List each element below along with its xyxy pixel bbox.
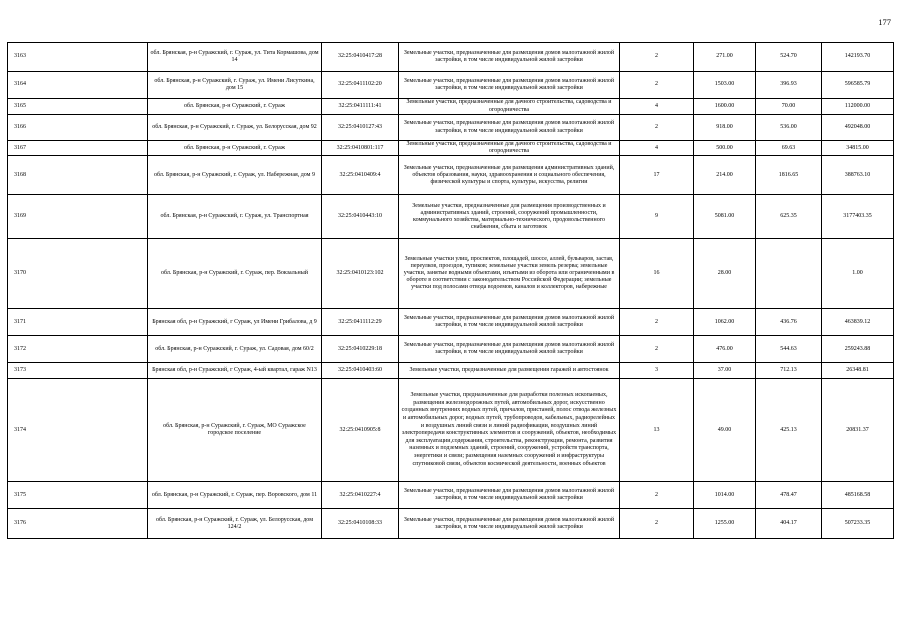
address-cell: обл. Брянская, р-н Суражский, г. Сураж, ул. Садовая, дом 60/2 [148,336,322,363]
table-row [8,156,894,195]
table-row [8,195,894,239]
cadastral-number-cell: 32:25:0410801:117 [322,141,399,156]
row-number-cell: 3165 [8,99,148,115]
specific-value-cell: 1816.65 [756,156,822,195]
area-cell: 28.00 [694,239,756,309]
address-cell: обл. Брянская, р-н Суражский, г. Сураж, пер. Вокзальный [148,239,322,309]
cadastral-value-cell: 259243.88 [822,336,894,363]
cadastral-value-cell: 34815.00 [822,141,894,156]
use-group-cell: 13 [620,379,694,482]
table-row [8,363,894,379]
area-cell: 271.00 [694,43,756,72]
area-cell: 918.00 [694,115,756,141]
cadastral-value-cell: 388763.10 [822,156,894,195]
area-cell: 1503.00 [694,72,756,99]
address-cell: Брянская обл, р-н Суражский, г Сураж, ул Имени Грибалова, д 9 [148,309,322,336]
address-cell: обл. Брянская, р-н Суражский, г. Сураж [148,141,322,156]
use-group-cell: 16 [620,239,694,309]
address-cell: обл. Брянская, р-н Суражский, г. Сураж, ул. Транспортная [148,195,322,239]
table-row [8,509,894,539]
area-cell: 1600.00 [694,99,756,115]
cadastral-number-cell: 32:25:0410229:18 [322,336,399,363]
specific-value-cell: 69.63 [756,141,822,156]
cadastral-value-cell: 492048.00 [822,115,894,141]
specific-value-cell: 478.47 [756,482,822,509]
cadastral-number-cell: 32:25:0411102:20 [322,72,399,99]
land-use-cell: Земельные участки, предназначенные для дачного строительства, садоводства и огородничества [399,99,620,115]
use-group-cell: 2 [620,509,694,539]
address-cell: обл. Брянская, р-н Суражский, г. Сураж, ул. Белорусская, дом 124/2 [148,509,322,539]
row-number-cell: 3175 [8,482,148,509]
cadastral-value-cell: 26348.81 [822,363,894,379]
land-use-cell: Земельные участки, предназначенные для размещения домов малоэтажной жилой застройки, в том числе индивидуальной жилой застройки [399,72,620,99]
use-group-cell: 17 [620,156,694,195]
row-number-cell: 3169 [8,195,148,239]
area-cell: 49.00 [694,379,756,482]
cadastral-number-cell: 32:25:0410417:28 [322,43,399,72]
area-cell: 5081.00 [694,195,756,239]
table-row [8,141,894,156]
land-use-cell: Земельные участки, предназначенные для разработки полезных ископаемых, размещения железнодорожных путей, автомобильных дорог, искусственно созданных внутренних водных путей, причалов, пристаней, полос отвода железных и автомобильных дорог, водных путей, трубопроводов, кабельных, радиорелейных и воздушных линий связи и линий радиофикации, воздушных линий электропередачи конструктивных элементов и сооружений, объектов, необходимых для эксплуатации,содержания, строительства, реконструкции, ремонта, развития наземных и подземных зданий, строений, сооружений, устройств транспорта, энергетики и связи; размещения наземных сооружений и инфраструктуры спутниковой связи, объектов космической деятельности, военных объектов [399,379,620,482]
row-number-cell: 3168 [8,156,148,195]
address-cell: обл. Брянская, р-н Суражский, г. Сураж, ул. Белорусская, дом 92 [148,115,322,141]
table-row [8,43,894,72]
specific-value-cell: 712.13 [756,363,822,379]
page-number: 177 [878,17,891,27]
cadastral-number-cell: 32:25:0410227:4 [322,482,399,509]
area-cell: 1014.00 [694,482,756,509]
row-number-cell: 3167 [8,141,148,156]
row-number-cell: 3174 [8,379,148,482]
land-use-cell: Земельные участки, предназначенные для размещения производственных и административных зданий, строений, сооружений промышленности, коммунального хозяйства, материально-технического, продовольственного снабжения, сбыта и заготовок [399,195,620,239]
use-group-cell: 4 [620,141,694,156]
land-use-cell: Земельные участки, предназначенные для размещения домов малоэтажной жилой застройки, в том числе индивидуальной жилой застройки [399,115,620,141]
land-use-cell: Земельные участки, предназначенные для размещения гаражей и автостоянок [399,363,620,379]
cadastral-number-cell: 32:25:0410403:60 [322,363,399,379]
land-use-cell: Земельные участки, предназначенные для размещения домов малоэтажной жилой застройки, в том числе индивидуальной жилой застройки [399,509,620,539]
cadastral-value-cell: 507233.35 [822,509,894,539]
row-number-cell: 3170 [8,239,148,309]
use-group-cell: 2 [620,115,694,141]
cadastral-number-cell: 32:25:0410108:33 [322,509,399,539]
address-cell: обл. Брянская, р-н Суражский, г. Сураж [148,99,322,115]
use-group-cell: 3 [620,363,694,379]
use-group-cell: 9 [620,195,694,239]
table-row [8,309,894,336]
cadastral-number-cell: 32:25:0410123:102 [322,239,399,309]
table-row [8,482,894,509]
specific-value-cell: 524.70 [756,43,822,72]
area-cell: 1255.00 [694,509,756,539]
specific-value-cell [756,239,822,309]
cadastral-value-cell: 112000.00 [822,99,894,115]
table-row [8,239,894,309]
specific-value-cell: 536.00 [756,115,822,141]
use-group-cell: 2 [620,43,694,72]
land-use-cell: Земельные участки улиц, проспектов, площадей, шоссе, аллей, бульваров, застав, переулков, проездов, тупиков; земельные участки земель резерва; земельные участки, занятые водными объектами, изъятыми из оборота или ограниченными в обороте в соответствии с законодательством Российской Федерации; земельные участки под полосами отвода водоемов, каналов и коллекторов, набережные [399,239,620,309]
cadastral-value-cell: 485168.58 [822,482,894,509]
area-cell: 37.00 [694,363,756,379]
cadastral-value-table [7,42,894,539]
cadastral-value-cell: 463839.12 [822,309,894,336]
specific-value-cell: 436.76 [756,309,822,336]
cadastral-value-cell: 3177403.35 [822,195,894,239]
land-use-cell: Земельные участки, предназначенные для размещения домов малоэтажной жилой застройки, в том числе индивидуальной жилой застройки [399,43,620,72]
table-row [8,336,894,363]
land-use-cell: Земельные участки, предназначенные для дачного строительства, садоводства и огородничества [399,141,620,156]
land-use-cell: Земельные участки, предназначенные для размещения домов малоэтажной жилой застройки, в том числе индивидуальной жилой застройки [399,309,620,336]
cadastral-value-cell: 142193.70 [822,43,894,72]
address-cell: обл. Брянская, р-н Суражский, г. Сураж, ул. Имени Лисуткина, дом 15 [148,72,322,99]
use-group-cell: 2 [620,72,694,99]
specific-value-cell: 396.93 [756,72,822,99]
row-number-cell: 3164 [8,72,148,99]
use-group-cell: 2 [620,336,694,363]
area-cell: 214.00 [694,156,756,195]
cadastral-number-cell: 32:25:0411112:29 [322,309,399,336]
cadastral-number-cell: 32:25:0411111:41 [322,99,399,115]
use-group-cell: 2 [620,482,694,509]
row-number-cell: 3171 [8,309,148,336]
specific-value-cell: 544.63 [756,336,822,363]
table-row [8,72,894,99]
use-group-cell: 2 [620,309,694,336]
land-use-cell: Земельные участки, предназначенные для размещения домов малоэтажной жилой застройки, в том числе индивидуальной жилой застройки [399,336,620,363]
use-group-cell: 4 [620,99,694,115]
table-row [8,99,894,115]
land-use-cell: Земельные участки, предназначенные для размещения административных зданий, объектов образования, науки, здравоохранения и социального обеспечения, физической культуры и спорта, культуры, искусства, религии [399,156,620,195]
area-cell: 500.00 [694,141,756,156]
address-cell: обл. Брянская, р-н Суражский, г. Сураж, МО Суражское городское поселение [148,379,322,482]
table-row [8,115,894,141]
table-row [8,379,894,482]
address-cell: Брянская обл, р-н Суражский, г Сураж, 4-ый квартал, гараж N13 [148,363,322,379]
row-number-cell: 3176 [8,509,148,539]
cadastral-number-cell: 32:25:0410127:43 [322,115,399,141]
cadastral-value-cell: 20831.37 [822,379,894,482]
specific-value-cell: 625.35 [756,195,822,239]
row-number-cell: 3166 [8,115,148,141]
row-number-cell: 3163 [8,43,148,72]
area-cell: 1062.00 [694,309,756,336]
specific-value-cell: 425.13 [756,379,822,482]
area-cell: 476.00 [694,336,756,363]
cadastral-number-cell: 32:25:0410409:4 [322,156,399,195]
address-cell: обл. Брянская, р-н Суражский, г. Сураж, ул. Набережная, дом 9 [148,156,322,195]
specific-value-cell: 404.17 [756,509,822,539]
row-number-cell: 3173 [8,363,148,379]
address-cell: обл. Брянская, р-н Суражский, г. Сураж, ул. Тита Кормашова, дом 14 [148,43,322,72]
specific-value-cell: 70.00 [756,99,822,115]
cadastral-number-cell: 32:25:0410443:10 [322,195,399,239]
row-number-cell: 3172 [8,336,148,363]
cadastral-value-cell: 596585.79 [822,72,894,99]
land-use-cell: Земельные участки, предназначенные для размещения домов малоэтажной жилой застройки, в том числе индивидуальной жилой застройки [399,482,620,509]
cadastral-value-cell: 1.00 [822,239,894,309]
address-cell: обл. Брянская, р-н Суражский, г. Сураж, пер. Воровского, дом 11 [148,482,322,509]
cadastral-number-cell: 32:25:0410905:8 [322,379,399,482]
table-body [8,43,894,539]
